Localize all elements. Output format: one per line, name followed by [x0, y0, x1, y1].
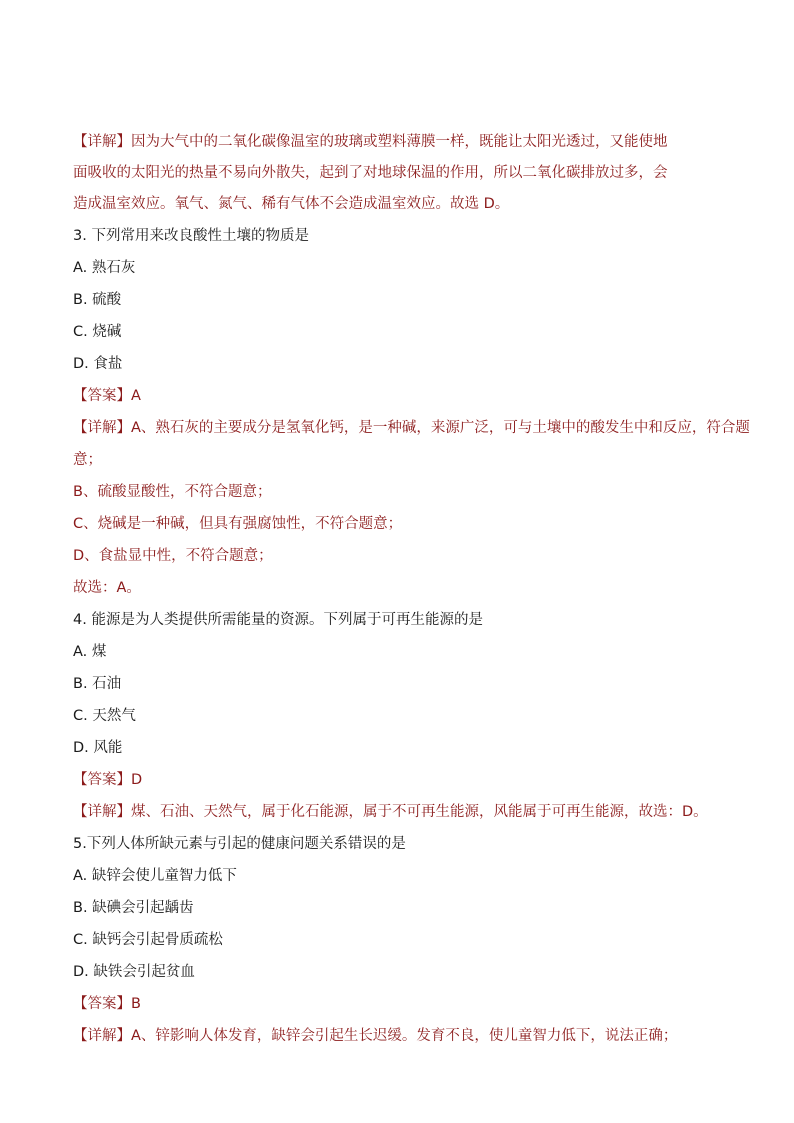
line-text: 因为大气中的二氧化碳像温室的玻璃或塑料薄膜一样，既能让太阳光透过，又能使地	[131, 134, 668, 150]
line-text: 5.下列人体所缺元素与引起的健康问题关系错误的是	[73, 836, 406, 852]
explanation-line	[73, 132, 668, 152]
line-text: A. 煤	[73, 644, 107, 660]
answer-option	[73, 898, 194, 918]
explanation-continuation	[73, 163, 668, 183]
line-text: B. 缺碘会引起龋齿	[73, 900, 194, 916]
line-text: 故选：A。	[73, 580, 141, 596]
line-text: C. 烧碱	[73, 324, 122, 340]
explanation-line	[73, 1026, 677, 1046]
answer-option	[73, 322, 121, 342]
line-text: A、熟石灰的主要成分是氢氧化钙，是一种碱，来源广泛，可与土壤中的酸发生中和反应，符合题	[131, 420, 750, 436]
line-text: B、硫酸显酸性，不符合题意；	[73, 484, 272, 500]
answer-option	[73, 866, 237, 886]
answer-option	[73, 290, 121, 310]
line-text: D. 风能	[73, 740, 123, 756]
line-text: C. 天然气	[73, 708, 136, 724]
question-stem	[73, 834, 406, 854]
explanation-tag: 【详解】	[73, 1028, 131, 1044]
line-text: B. 石油	[73, 676, 122, 692]
answer-tag: 【答案】	[73, 996, 131, 1012]
explanation-continuation	[73, 546, 273, 566]
answer-option	[73, 354, 122, 374]
explanation-tag: 【详解】	[73, 134, 131, 150]
answer-option	[73, 930, 223, 950]
answer-option	[73, 642, 106, 662]
explanation-continuation	[73, 578, 141, 598]
line-text: A、锌影响人体发育，缺锌会引起生长迟缓。发育不良，使儿童智力低下，说法正确；	[131, 1028, 678, 1044]
line-text: 造成温室效应。氧气、氮气、稀有气体不会造成温室效应。故选 D。	[73, 196, 510, 212]
question-stem	[73, 226, 309, 246]
answer-option	[73, 706, 136, 726]
line-text: 煤、石油、天然气，属于化石能源，属于不可再生能源，风能属于可再生能源，故选：D。	[131, 804, 708, 820]
line-text: C、烧碱是一种碱，但具有强腐蚀性，不符合题意；	[73, 516, 403, 532]
answer-tag: 【答案】	[73, 772, 131, 788]
explanation-line	[73, 802, 708, 822]
answer-line	[73, 994, 141, 1014]
line-text: D、食盐显中性，不符合题意；	[73, 548, 273, 564]
line-text: 3. 下列常用来改良酸性土壤的物质是	[73, 228, 309, 244]
line-text: A. 熟石灰	[73, 260, 136, 276]
explanation-continuation	[73, 450, 102, 470]
line-text: 面吸收的太阳光的热量不易向外散失，起到了对地球保温的作用，所以二氧化碳排放过多，会	[73, 165, 668, 181]
answer-option	[73, 962, 195, 982]
explanation-continuation	[73, 194, 509, 214]
explanation-tag: 【详解】	[73, 420, 131, 436]
explanation-continuation	[73, 482, 271, 502]
line-text: D. 食盐	[73, 356, 123, 372]
answer-option	[73, 738, 122, 758]
line-text: C. 缺钙会引起骨质疏松	[73, 932, 223, 948]
line-text: 4. 能源是为人类提供所需能量的资源。下列属于可再生能源的是	[73, 612, 483, 628]
line-text: A. 缺锌会使儿童智力低下	[73, 868, 237, 884]
line-text: 意；	[73, 452, 102, 468]
line-text: D. 缺铁会引起贫血	[73, 964, 195, 980]
explanation-tag: 【详解】	[73, 804, 131, 820]
line-text: D	[131, 772, 143, 788]
line-text: A	[131, 388, 141, 404]
explanation-continuation	[73, 514, 402, 534]
explanation-line	[73, 418, 750, 438]
line-text: B	[131, 996, 141, 1012]
answer-option	[73, 258, 135, 278]
answer-option	[73, 674, 121, 694]
answer-tag: 【答案】	[73, 388, 131, 404]
question-stem	[73, 610, 483, 630]
answer-line	[73, 770, 142, 790]
line-text: B. 硫酸	[73, 292, 122, 308]
answer-line	[73, 386, 141, 406]
